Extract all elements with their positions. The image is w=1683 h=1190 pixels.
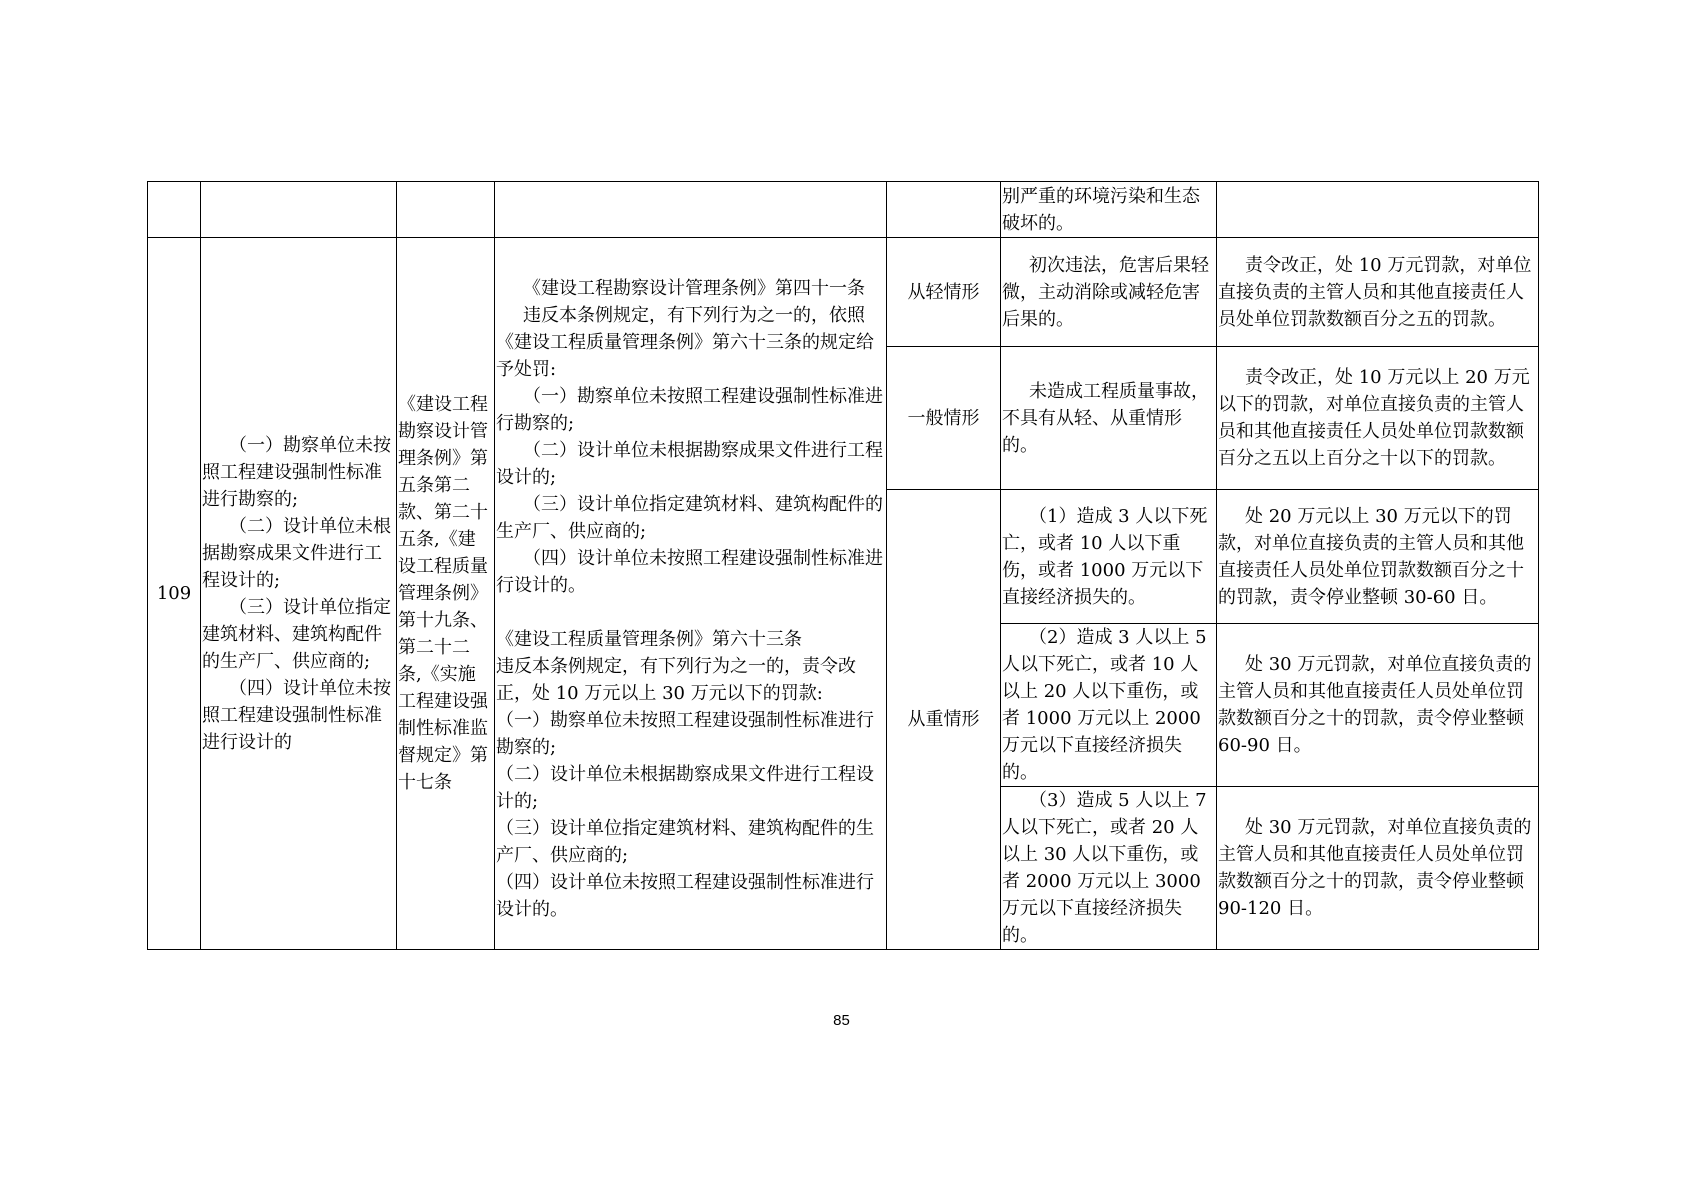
cell-degree-empty [887,182,1001,238]
penalty-basis-cell [495,238,887,950]
paragraph-gap [496,599,885,626]
regulation-text: （三）设计单位指定建筑材料、建筑构配件的生产厂、供应商的; [496,817,874,866]
situation-cell: （2）造成 3 人以上 5 人以下死亡，或者 10 人以上 20 人以下重伤，或者 1000 万元以上 2000 万元以下直接经济损失的。 [1001,624,1217,787]
regulation-text: （四）设计单位未按照工程建设强制性标准进行设计的。 [496,547,883,596]
regulation-text: （一）勘察单位未按照工程建设强制性标准进行勘察的; [496,385,883,434]
behavior-item: （一）勘察单位未按照工程建设强制性标准进行勘察的; [202,434,391,510]
regulation-title: 《建设工程勘察设计管理条例》第四十一条 [523,277,865,299]
situation-cell: 初次违法，危害后果轻微，主动消除或减轻危害后果的。 [1001,238,1217,347]
situation-cell: （3）造成 5 人以上 7 人以下死亡，或者 20 人以上 30 人以下重伤，或者 2000 万元以上 3000 万元以下直接经济损失的。 [1001,787,1217,950]
regulation-text: （一）勘察单位未按照工程建设强制性标准进行勘察的; [496,709,874,758]
regulation-title: 《建设工程质量管理条例》第六十三条 [496,628,802,650]
penalty-table [147,181,1539,950]
page-number: 85 [833,1012,850,1029]
behavior-item: （四）设计单位未按照工程建设强制性标准进行设计的 [202,677,391,753]
situation-cell: 未造成工程质量事故，不具有从轻、从重情形的。 [1001,347,1217,490]
cell-situation-continued: 别严重的环境污染和生态破坏的。 [1001,182,1217,238]
standard-cell: 责令改正，处 10 万元罚款，对单位直接负责的主管人员和其他直接责任人员处单位罚款数额百分之五的罚款。 [1217,238,1539,347]
regulation-text: （二）设计单位未根据勘察成果文件进行工程设计的; [496,439,883,488]
cell-standard-empty [1217,182,1539,238]
degree-cell: 一般情形 [887,347,1001,490]
cell-no-empty [148,182,201,238]
cell-basis-empty [397,182,495,238]
regulation-text: （二）设计单位未根据勘察成果文件进行工程设计的; [496,763,874,812]
cell-behavior-empty [201,182,397,238]
table-row-continued [148,182,1539,238]
illegal-behavior-cell [201,238,397,950]
regulation-text: 违反本条例规定，有下列行为之一的，依照《建设工程质量管理条例》第六十三条的规定给予处罚: [496,304,874,380]
table-row-109-level-1 [148,238,1539,347]
regulation-text: 违反本条例规定，有下列行为之一的，责令改正，处 10 万元以上 30 万元以下的罚款: [496,655,856,704]
standard-cell: 处 20 万元以上 30 万元以下的罚款，对单位直接负责的主管人员和其他直接责任人员处单位罚款数额百分之十的罚款，责令停业整顿 30-60 日。 [1217,490,1539,624]
behavior-item: （二）设计单位未根据勘察成果文件进行工程设计的; [202,515,391,591]
degree-cell: 从轻情形 [887,238,1001,347]
legal-basis-cell: 《建设工程勘察设计管理条例》第五条第二款、第二十五条,《建设工程质量管理条例》第十九条、第二十二条,《实施工程建设强制性标准监督规定》第十七条 [397,238,495,950]
degree-cell: 从重情形 [887,490,1001,950]
item-number: 109 [148,238,201,950]
situation-cell: （1）造成 3 人以下死亡，或者 10 人以下重伤，或者 1000 万元以下直接经济损失的。 [1001,490,1217,624]
cell-penalty-basis-empty [495,182,887,238]
regulation-text: （四）设计单位未按照工程建设强制性标准进行设计的。 [496,871,874,920]
standard-cell: 处 30 万元罚款，对单位直接负责的主管人员和其他直接责任人员处单位罚款数额百分之十的罚款，责令停业整顿 90-120 日。 [1217,787,1539,950]
regulation-text: （三）设计单位指定建筑材料、建筑构配件的生产厂、供应商的; [496,493,883,542]
standard-cell: 处 30 万元罚款，对单位直接负责的主管人员和其他直接责任人员处单位罚款数额百分之十的罚款，责令停业整顿 60-90 日。 [1217,624,1539,787]
standard-cell: 责令改正，处 10 万元以上 20 万元以下的罚款，对单位直接负责的主管人员和其他直接责任人员处单位罚款数额百分之五以上百分之十以下的罚款。 [1217,347,1539,490]
behavior-item: （三）设计单位指定建筑材料、建筑构配件的生产厂、供应商的; [202,596,391,672]
